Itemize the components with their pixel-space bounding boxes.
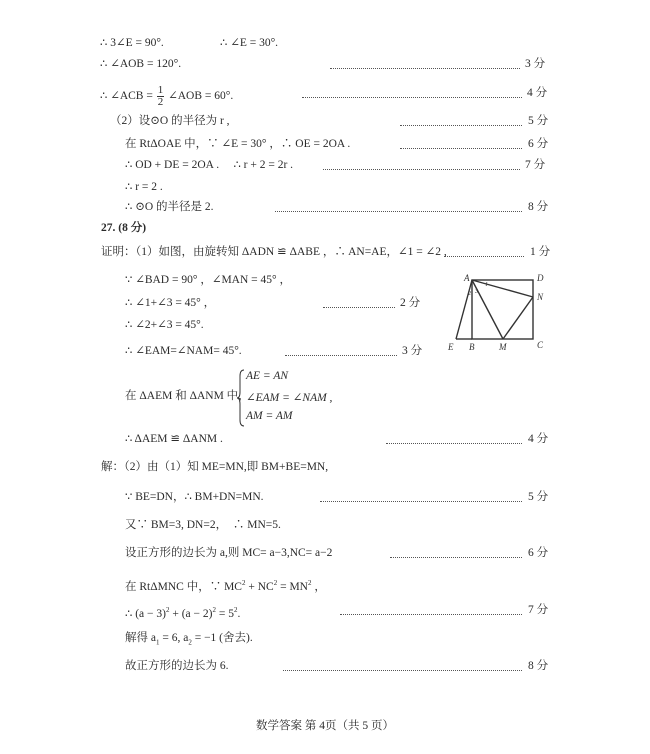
line-3E-90: ∴ 3∠E = 90°. xyxy=(100,37,164,49)
label-M: M xyxy=(499,342,507,352)
system-intro: 在 ΔAEM 和 ΔANM 中， xyxy=(125,390,250,402)
proof-line-3: ∴ ∠1+∠3 = 45° ， xyxy=(125,297,216,309)
label-A: A xyxy=(464,273,470,283)
system-row-3: AM = AM xyxy=(246,410,293,422)
score-dots xyxy=(320,501,522,502)
score-dots xyxy=(302,97,522,98)
score-8b: 8 分 xyxy=(528,660,549,672)
question-27-heading: 27. (8 分) xyxy=(101,222,147,234)
segment-AE xyxy=(456,280,472,339)
segment-MN xyxy=(503,297,533,339)
score-5b: 5 分 xyxy=(528,491,549,503)
score-dots xyxy=(390,557,522,558)
eq-part-c: = 5 xyxy=(215,607,234,620)
equation-system xyxy=(236,368,376,428)
acb-prefix: ∴ ∠ACB = xyxy=(100,90,153,102)
system-row-2: ∠EAM = ∠NAM , xyxy=(246,392,333,404)
fraction-half xyxy=(157,85,165,108)
acb-suffix: ∠AOB = 60°. xyxy=(168,90,234,102)
score-dots xyxy=(444,256,524,257)
score-6b: 6 分 xyxy=(528,547,549,559)
solution-line-2: ∵ BE=DN，∴ BM+DN=MN. xyxy=(125,491,264,503)
exp: 2 xyxy=(233,606,238,614)
score-6: 6 分 xyxy=(528,138,549,150)
system-row-1: AE = AN xyxy=(246,370,289,382)
eq-part-a: ∴ (a − 3) xyxy=(125,607,166,620)
score-dots xyxy=(386,443,522,444)
score-4: 4 分 xyxy=(527,87,548,99)
score-3b: 3 分 xyxy=(402,345,423,357)
label-B: B xyxy=(469,342,475,352)
label-E: E xyxy=(448,342,454,352)
label-angle-2: 2 xyxy=(468,291,471,297)
exp: 2 xyxy=(212,606,216,614)
line-E-30: ∴ ∠E = 30°. xyxy=(220,37,279,49)
score-dots xyxy=(323,307,395,308)
proof-line-2: ∵ ∠BAD = 90° ，∠MAN = 45° ， xyxy=(125,274,291,286)
solution-line-3: 又∵ BM=3, DN=2， ∴ MN=5. xyxy=(125,519,281,531)
score-1: 1 分 xyxy=(530,246,551,258)
left-brace xyxy=(236,368,246,428)
score-dots xyxy=(340,614,522,615)
fraction-numerator: 1 xyxy=(157,83,164,96)
line-rt-OAE: 在 RtΔOAE 中，∵ ∠E = 30° ，∴ OE = 2OA . xyxy=(125,138,351,150)
score-dots xyxy=(323,169,520,170)
score-dots xyxy=(275,211,522,212)
solution-line-6 xyxy=(125,603,240,621)
square-diagram xyxy=(440,268,560,360)
solution-line-4: 设正方形的边长为 a,则 MC= a−3,NC= a−2 xyxy=(125,547,333,559)
label-angle-3: 3 xyxy=(475,289,478,295)
exp: 2 xyxy=(307,579,312,587)
exp: 2 xyxy=(241,579,246,587)
score-5: 5 分 xyxy=(528,115,549,127)
pythag-prefix: 在 RtΔMNC 中，∵ MC xyxy=(125,580,242,593)
solution-line-7 xyxy=(125,631,253,649)
score-7b: 7 分 xyxy=(528,604,549,616)
exp: 2 xyxy=(273,579,278,587)
pythag-suffix: ， xyxy=(311,580,326,593)
subscript-1: 1 xyxy=(155,638,160,647)
line-r-2: ∴ r = 2 . xyxy=(125,181,163,193)
proof-congruence: ∴ ΔAEM ≌ ΔANM . xyxy=(125,433,223,445)
score-dots xyxy=(285,355,397,356)
page-footer: 数学答案 第 4页（共 5 页） xyxy=(256,720,394,732)
roots-mid: = 6, a xyxy=(159,632,189,644)
proof-line-5: ∴ ∠EAM=∠NAM= 45°. xyxy=(125,345,242,357)
score-7: 7 分 xyxy=(525,159,546,171)
label-C: C xyxy=(537,340,544,350)
solution-line-1: 解：（2）由（1）知 ME=MN,即 BM+BE=MN, xyxy=(101,461,329,473)
eq-part-b: + (a − 2) xyxy=(169,607,213,620)
score-3: 3 分 xyxy=(525,58,546,70)
subscript-2: 2 xyxy=(188,638,192,647)
roots-suffix: = −1 (舍去). xyxy=(191,632,253,644)
score-dots xyxy=(330,68,520,69)
eq-part-d: . xyxy=(237,607,241,620)
score-dots xyxy=(400,148,522,149)
pythag-mn: = MN xyxy=(277,580,308,593)
fraction-denominator: 2 xyxy=(157,95,164,108)
segment-AN xyxy=(472,280,533,297)
score-2: 2 分 xyxy=(400,297,421,309)
line-ACB-60 xyxy=(100,83,233,109)
roots-prefix: 解得 a xyxy=(125,632,156,644)
line-AOB-120: ∴ ∠AOB = 120°. xyxy=(100,58,182,70)
score-8: 8 分 xyxy=(528,201,549,213)
proof-line-1: 证明：（1）如图，由旋转知 ΔADN ≌ ΔABE ，∴ AN=AE，∠1 = ∠2 , xyxy=(101,246,447,258)
label-angle-1: 1 xyxy=(485,282,488,288)
score-dots xyxy=(400,125,522,126)
solution-line-5 xyxy=(125,576,326,594)
solution-conclusion: 故正方形的边长为 6. xyxy=(125,660,229,672)
line-OD-DE: ∴ OD + DE = 2OA . ∴ r + 2 = 2r . xyxy=(125,159,294,171)
pythag-nc: + NC xyxy=(245,580,274,593)
line-radius-result: ∴ ⊙O 的半径是 2. xyxy=(125,201,214,213)
score-dots xyxy=(283,670,522,671)
label-N: N xyxy=(537,292,544,302)
line-radius-r: （2）设⊙O 的半径为 r , xyxy=(110,115,230,127)
score-4b: 4 分 xyxy=(528,433,549,445)
exp: 2 xyxy=(165,606,170,614)
label-D: D xyxy=(537,273,544,283)
proof-line-4: ∴ ∠2+∠3 = 45°. xyxy=(125,319,204,331)
